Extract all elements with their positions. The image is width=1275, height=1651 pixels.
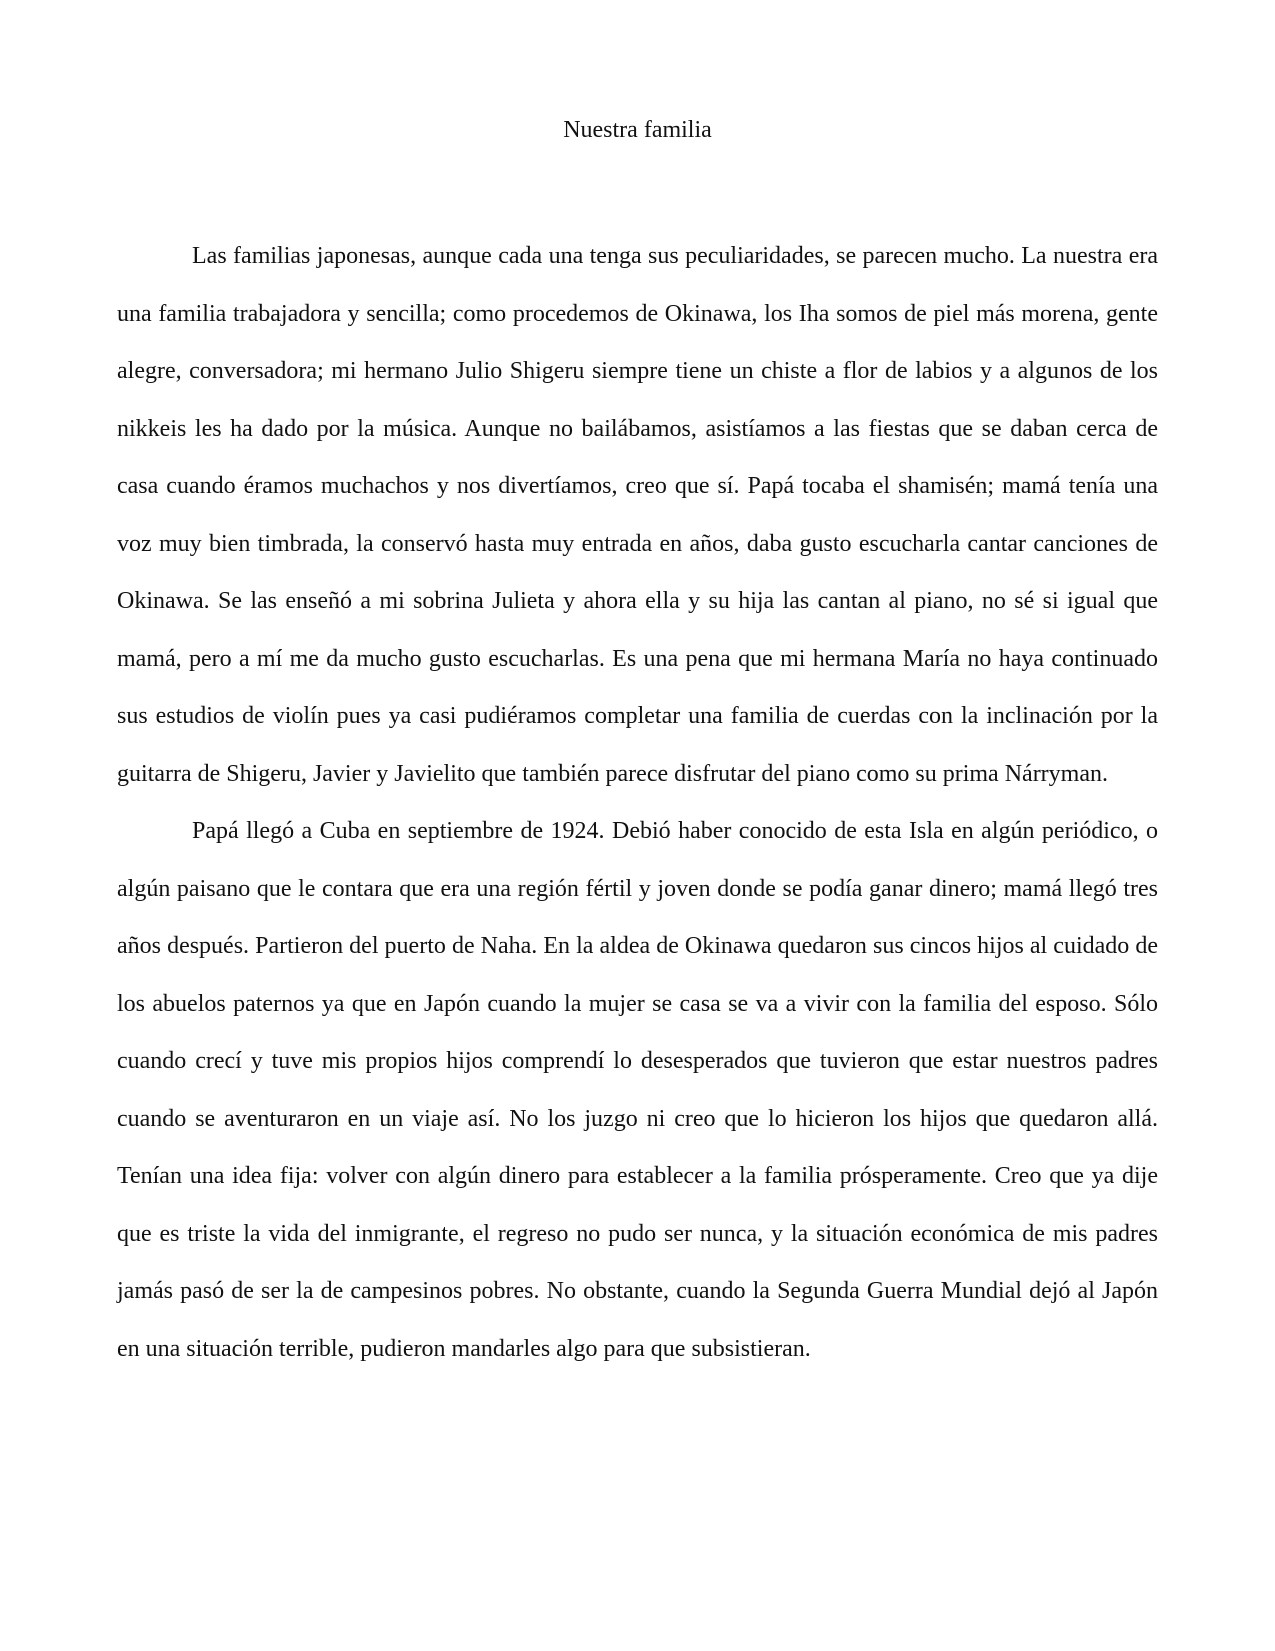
paragraph-1: Las familias japonesas, aunque cada una tenga sus peculiaridades, se parecen mucho. La nuestra era una familia trabajadora y sencilla; como procedemos de Okinawa, los Iha somos de piel más morena, gente alegre, conversadora; mi hermano Julio Shigeru siempre tiene un chiste a flor de labios y a algunos de los nikkeis les ha dado por la música. Aunque no bailábamos, asistíamos a las fiestas que se daban cerca de casa cuando éramos muchachos y nos divertíamos, creo que sí. Papá tocaba el shamisén; mamá tenía una voz muy bien timbrada, la conservó hasta muy entrada en años, daba gusto escucharla cantar canciones de Okinawa. Se las enseñó a mi sobrina Julieta y ahora ella y su hija las cantan al piano, no sé si igual que mamá, pero a mí me da mucho gusto escucharlas. Es una pena que mi hermana María no haya continuado sus estudios de violín pues ya casi pudiéramos completar una familia de cuerdas con la inclinación por la guitarra de Shigeru, Javier y Javielito que también parece disfrutar del piano como su prima Nárryman. <box>117 243 1158 787</box>
paragraph-2: Papá llegó a Cuba en septiembre de 1924. Debió haber conocido de esta Isla en algún periódico, o algún paisano que le contara que era una región fértil y joven donde se podía ganar dinero; mamá llegó tres años después. Partieron del puerto de Naha. En la aldea de Okinawa quedaron sus cincos hijos al cuidado de los abuelos paternos ya que en Japón cuando la mujer se casa se va a vivir con la familia del esposo. Sólo cuando crecí y tuve mis propios hijos comprendí lo desesperados que tuvieron que estar nuestros padres cuando se aventuraron en un viaje así. No los juzgo ni creo que lo hicieron los hijos que quedaron allá. Tenían una idea fija: volver con algún dinero para establecer a la familia prósperamente. Creo que ya dije que es triste la vida del inmigrante, el regreso no pudo ser nunca, y la situación económica de mis padres jamás pasó de ser la de campesinos pobres. No obstante, cuando la Segunda Guerra Mundial dejó al Japón en una situación terrible, pudieron mandarles algo para que subsistieran. <box>117 818 1158 1362</box>
document-title: Nuestra familia <box>563 117 712 143</box>
document-body <box>117 228 1158 1378</box>
